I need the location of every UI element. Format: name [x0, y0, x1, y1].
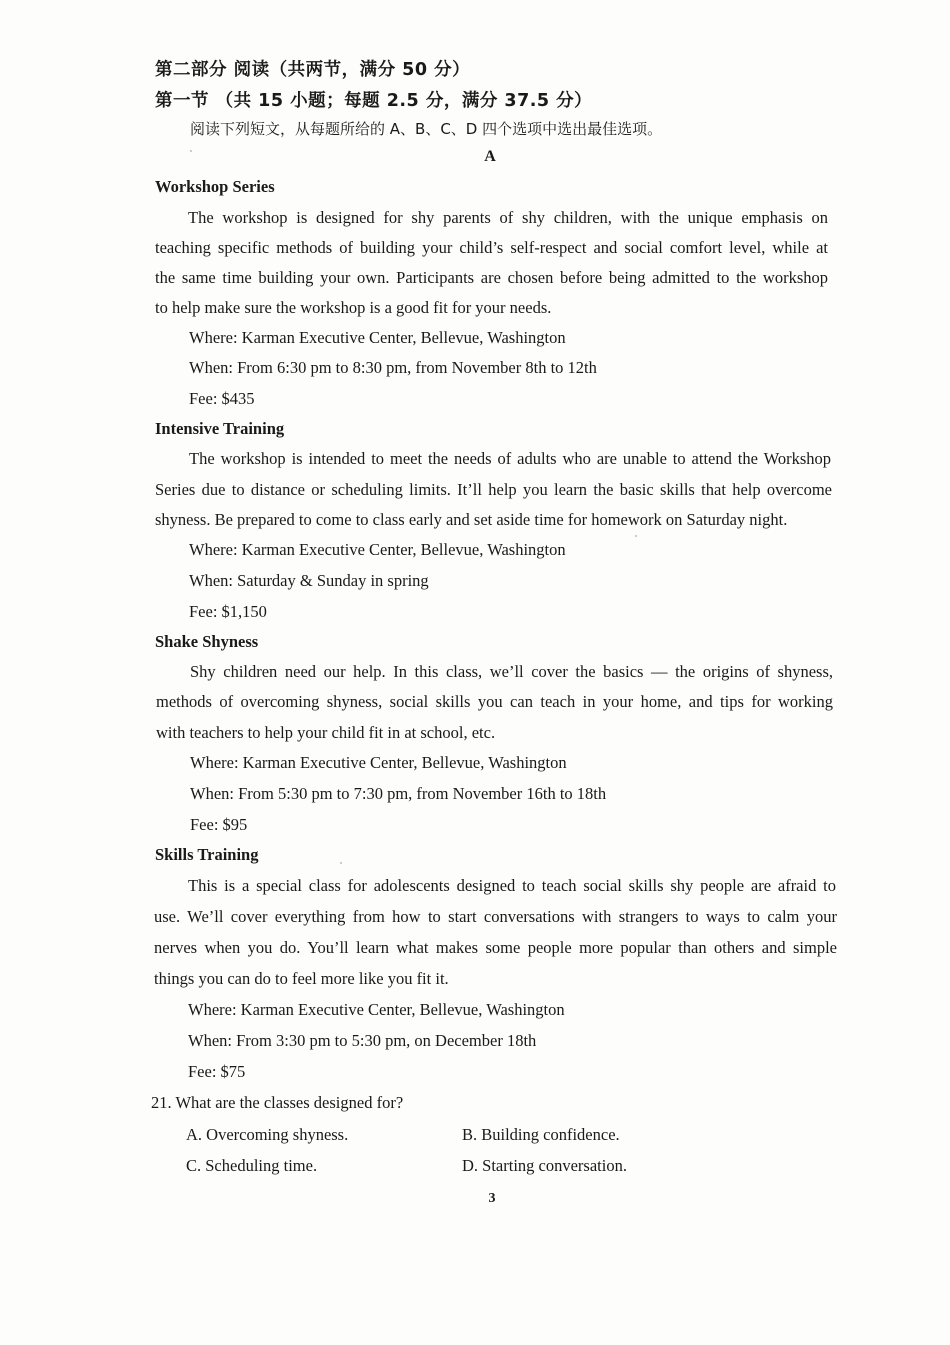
paragraph-line: with teachers to help your child fit in at school, etc. — [156, 723, 496, 742]
when-line: When: From 3:30 pm to 5:30 pm, on December 18th — [188, 1031, 537, 1050]
when-line: When: From 6:30 pm to 8:30 pm, from November 8th to 12th — [189, 358, 597, 377]
scan-speck — [190, 150, 192, 152]
passage-letter: A — [484, 148, 496, 165]
paragraph-line: things you can do to feel more like you fit it. — [154, 969, 449, 988]
item-title: Workshop Series — [155, 177, 275, 196]
page-number: 3 — [488, 1191, 496, 1206]
when-line: When: Saturday & Sunday in spring — [189, 571, 429, 590]
item-title: Intensive Training — [155, 419, 285, 438]
item-title: Skills Training — [155, 845, 259, 864]
when-line: When: From 5:30 pm to 7:30 pm, from November 16th to 18th — [190, 784, 607, 803]
scan-speck — [635, 535, 637, 537]
paragraph-line: the same time building your own. Participants are chosen before being admitted to the workshop — [155, 268, 828, 287]
paragraph-line: nerves when you do. You’ll learn what makes some people more popular than others and simple — [154, 938, 837, 957]
paragraph-line: The workshop is intended to meet the needs of adults who are unable to attend the Workshop — [189, 449, 831, 468]
part-title: 第二部分 阅读（共两节，满分 50 分） — [155, 60, 471, 80]
option-b: B. Building confidence. — [462, 1125, 620, 1144]
section-title: 第一节 （共 15 小题；每题 2.5 分，满分 37.5 分） — [155, 91, 593, 111]
where-line: Where: Karman Executive Center, Bellevue, Washington — [189, 328, 566, 347]
paragraph-line: teaching specific methods of building your child’s self-respect and social comfort level, while at — [155, 238, 828, 257]
option-c: C. Scheduling time. — [186, 1156, 318, 1175]
fee-line: Fee: $75 — [188, 1062, 246, 1081]
item-title: Shake Shyness — [155, 632, 259, 651]
option-a: A. Overcoming shyness. — [186, 1125, 349, 1144]
where-line: Where: Karman Executive Center, Bellevue, Washington — [189, 540, 566, 559]
paragraph-line: methods of overcoming shyness, social skills you can teach in your home, and tips for working — [156, 692, 833, 711]
question-stem: 21. What are the classes designed for? — [151, 1093, 404, 1112]
where-line: Where: Karman Executive Center, Bellevue, Washington — [188, 1000, 565, 1019]
paragraph-line: use. We’ll cover everything from how to start conversations with strangers to ways to calm your — [154, 907, 837, 926]
paragraph-line: The workshop is designed for shy parents of shy children, with the unique emphasis on — [188, 208, 828, 227]
where-line: Where: Karman Executive Center, Bellevue, Washington — [190, 753, 567, 772]
paragraph-line: to help make sure the workshop is a good fit for your needs. — [155, 298, 552, 317]
instruction: 阅读下列短文，从每题所给的 A、B、C、D 四个选项中选出最佳选项。 — [190, 120, 663, 138]
paragraph-line: shyness. Be prepared to come to class early and set aside time for homework on Saturday night. — [155, 510, 788, 529]
paragraph-line: Series due to distance or scheduling limits. It’ll help you learn the basic skills that help overcome — [155, 480, 832, 499]
fee-line: Fee: $1,150 — [189, 602, 267, 621]
paragraph-line: Shy children need our help. In this class, we’ll cover the basics — the origins of shyness, — [190, 662, 833, 681]
fee-line: Fee: $435 — [189, 389, 255, 408]
fee-line: Fee: $95 — [190, 815, 248, 834]
scan-speck — [340, 862, 342, 864]
option-d: D. Starting conversation. — [462, 1156, 627, 1175]
paragraph-line: This is a special class for adolescents designed to teach social skills shy people are afraid to — [188, 876, 836, 895]
